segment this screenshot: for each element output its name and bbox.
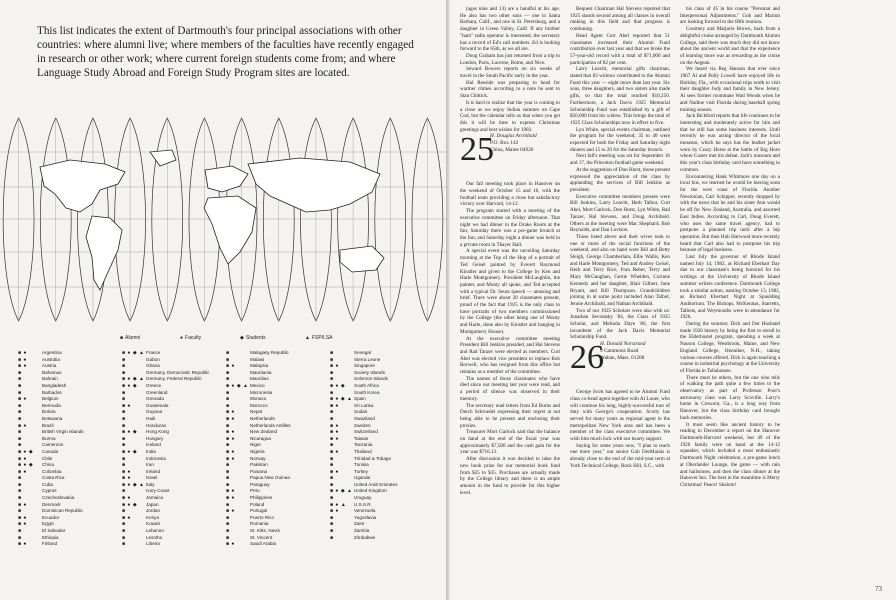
country-name: Trinidad & Tobago	[354, 455, 392, 461]
association-marks: ■ ● ◆	[18, 448, 34, 455]
country-name: Malaysia	[250, 363, 269, 369]
association-marks: ■	[226, 534, 230, 541]
right-page	[450, 0, 896, 600]
association-marks: ■	[226, 521, 230, 528]
country-name: Colombia	[42, 468, 62, 474]
association-marks: ■ ●	[122, 475, 131, 482]
association-marks: ■ ●	[226, 429, 235, 436]
paragraph: Courtney and Marjorie Brown, back from a delightful cruise arranged by Dartmouth Alumni College, said there was much they did not know about the ancient world and that the experience of learning more was as rewarding as the cruise on the Aegean.	[680, 26, 780, 66]
association-marks: ■ ●	[330, 448, 339, 455]
association-marks: ■ ● ◆ ▲	[330, 488, 353, 495]
country-name: Solomon Islands	[354, 376, 388, 382]
country-name: Australia	[42, 356, 60, 362]
association-marks: ■	[122, 528, 126, 535]
association-marks: ■	[18, 495, 22, 502]
association-marks: ■ ●	[226, 495, 235, 502]
map-landmasses	[40, 150, 384, 290]
association-marks: ■	[122, 356, 126, 363]
association-marks: ■	[18, 369, 22, 376]
country-name: Peru	[250, 488, 260, 494]
country-name: Nicaragua	[250, 435, 271, 441]
paragraph: Seward Bowers reports on six weeks of travel in the South Pacific early in the year.	[460, 66, 560, 80]
country-name: Spain	[354, 396, 366, 402]
country-name: El Salvador	[42, 528, 66, 534]
country-name: Hungary	[146, 435, 164, 441]
association-marks: ■ ●	[330, 363, 339, 370]
association-marks: ■	[122, 396, 126, 403]
association-marks: ■	[122, 435, 126, 442]
association-marks: ■	[330, 462, 334, 469]
association-marks: ■ ● ◆ ▲	[330, 396, 353, 403]
country-name: Indonesia	[146, 455, 166, 461]
country-name: Poland	[250, 501, 265, 507]
association-marks: ■	[18, 481, 22, 488]
association-marks: ■ ●	[18, 521, 27, 528]
country-name: Dominican Republic	[42, 508, 83, 514]
paragraph: (ages nine and 13) are a handful at his age. He also has two other sons — one in Santa Barbara, Calif., and one in St. Petersburg, and a daughter in Green Valley, Calif. If any brother "ham" radio operator is interested, the secretary has a record of Ed's call numbers. Ed is looking forward to the 65th, as we all are.	[460, 6, 560, 53]
paragraph: The secretary read letters from Ed Burns and Dutch Schroedel expressing their regret at not being able to be present and enclosing their proxies.	[460, 402, 560, 429]
association-marks: ■ ●	[18, 350, 27, 356]
association-marks: ■	[18, 435, 22, 442]
landmass	[248, 158, 380, 212]
association-marks: ■ ●	[330, 422, 339, 429]
country-name: Lebanon	[146, 528, 164, 534]
paragraph: Last July the governor of Rhode Island named July 14, 1982, as Richard Eberhart Day due to our classmate's being honored for his writings at the University of Rhode Island summer writers conference. Dartmouth College took a similar action, naming October 13, 1982, as Richard Eberhart Night at Spaulding Auditorium. The Bishops, McKennas, Starretts, Talbots, and Weymouths were in attendance for 1926.	[680, 254, 780, 321]
paragraph: At the suggestion of Don Hurst, those present expressed the appreciation of the class by applauding the services of Bill Jenkins as president.	[570, 166, 670, 193]
association-marks: ■	[226, 356, 230, 363]
country-name: Honduras	[146, 422, 166, 428]
country-name: Malagasy Republic	[250, 350, 289, 355]
association-marks: ■ ● ◆ ▲	[226, 382, 249, 389]
association-marks: ■ ●	[226, 409, 235, 416]
paragraph: The names of those classmates who have died since our meeting last year were read, and a period of silence was observed in their memory.	[460, 375, 560, 402]
country-name: Denmark	[42, 501, 61, 507]
association-marks: ■ ●	[226, 455, 235, 462]
association-marks: ■	[330, 415, 334, 422]
country-name: Singapore	[354, 363, 375, 369]
association-marks: ■	[330, 521, 334, 528]
country-name: Kuwait	[146, 521, 160, 527]
country-name: Bolivia	[42, 409, 56, 415]
country-name: Mexico	[250, 382, 265, 388]
association-marks: ■	[226, 462, 230, 469]
country-name: New Zealand	[250, 429, 278, 435]
country-name: Cuba	[42, 481, 53, 487]
country-name: Mauritania	[250, 369, 272, 375]
association-marks: ■	[18, 389, 22, 396]
country-name: United Arab Emirates	[354, 481, 398, 487]
landmass	[86, 216, 122, 290]
association-marks: ■	[330, 534, 334, 541]
association-marks: ■	[226, 396, 230, 403]
map-legend	[120, 332, 440, 346]
country-name: Uruguay	[354, 495, 372, 501]
country-name: Chile	[42, 455, 53, 461]
paragraph: After discussion it was decided to raise the new book prize for our memorial book fund from $25 to $35. Purchases are actually made by the College library and there is an ample amount in the fund to provide for this higher level.	[460, 456, 560, 496]
country-name: Netherlands Antilles	[250, 422, 291, 428]
association-marks: ■	[18, 508, 22, 515]
association-marks: ■	[122, 363, 126, 370]
association-marks: ■ ●	[122, 468, 131, 475]
text-column-1	[460, 6, 560, 496]
association-marks: ■ ●	[18, 422, 27, 429]
country-name: Japan	[146, 501, 159, 507]
association-marks: ■	[226, 369, 230, 376]
country-name: Ivory Coast	[146, 488, 170, 494]
association-marks: ■	[330, 455, 334, 462]
country-name: China	[42, 462, 55, 468]
association-marks: ■	[18, 488, 22, 495]
country-name: Haiti	[146, 415, 156, 421]
association-marks: ■	[18, 528, 22, 535]
country-name: Sierra Leone	[354, 356, 381, 362]
country-name: Senegal	[354, 350, 371, 355]
association-marks: ■	[330, 356, 334, 363]
country-name: Pakistan	[250, 462, 268, 468]
country-name: Sweden	[354, 422, 371, 428]
intro-paragraph: This list indicates the extent of Dartmouth's four principal associations with other countries: where alumni live; where members of the faculties have recently engaged in research or other work; where current foreign students come from; and where Language Study Abroad and Foreign Study Program sites are located.	[37, 25, 414, 79]
country-name: Rumania	[250, 521, 269, 527]
association-marks: ■ ●	[226, 541, 235, 548]
paragraph: Treasurer Mort Garlock said that the balance on hand at the end of the fiscal year was approximately $7,500 and the cash gain for the year was $716.13.	[460, 429, 560, 456]
country-name: Papua New Guinea	[250, 475, 290, 481]
country-name: Burma	[42, 435, 56, 441]
association-marks: ■ ●	[330, 429, 339, 436]
class-secretary-address: H. Donald Norstrand 9 Gammons Road Waban, Mass. 01268	[600, 341, 646, 361]
paragraph: Two of our 1925 Scholars were also with us: Jonathan Sevransky '84, the Class of 1925 Scholar, and Melinda Daye '86, the first incumbent of the Jack Davis Memorial Scholarship Fund.	[570, 307, 670, 341]
association-marks: ■ ●	[226, 488, 235, 495]
paragraph: George Scott has agreed to be Alumni Fund class co-head agent together with Al Louer, who will continue his long, highly-successful tour of duty with George's cooperation. Scotty has served for many years as regional agent in the metropolitan New York area and has been a member of the class executive committee. We wish him much luck with our hearty support.	[570, 389, 670, 443]
country-name: Cyprus	[42, 488, 57, 494]
country-name: St. Vincent	[250, 534, 273, 540]
paragraph: During the summer, Dick and Dot Husband made 1926 history by being the first to enroll in the Elderhostel program, spending a week at Nasson College, Westbrook, Maine, and New England College, Henniker, N.H., taking various courses offered. Dick is again teaching a course in industrial psychology at the University of Florida in Tallahassee.	[680, 321, 780, 374]
paragraph: Next fall's meeting was set for September 16 and 17, the Princeton football game weekend.	[570, 153, 670, 167]
association-marks: ■	[330, 409, 334, 416]
association-marks: ■ ●	[226, 435, 235, 442]
association-marks: ■	[122, 389, 126, 396]
association-marks: ■ ●	[226, 448, 235, 455]
association-marks: ■	[226, 481, 230, 488]
paragraph: At the executive committee meeting President Bill Jenkins presided, and Hal Stevens and Rad Tanzer were elected as members. Curt Abel was elected vice president to replace Bob Borwell, who has resigned from this office but remains as a member of the committee.	[460, 335, 560, 376]
association-marks: ■	[226, 402, 230, 409]
country-name: Iceland	[146, 442, 161, 448]
association-marks: ■	[330, 389, 334, 396]
association-marks: ■ ●	[122, 402, 131, 409]
paragraph: Lyn White, special events chairman, outlined the program for the weekend; 35 to 40 were expected for both the Friday and Saturday night dinners and 15 to 20 for the Saturday brunch.	[570, 126, 670, 153]
country-name: Ecuador	[42, 514, 60, 520]
country-name: Italy	[146, 481, 155, 487]
association-marks: ■ ● ◆	[122, 429, 138, 436]
country-name: Uganda	[354, 475, 371, 481]
association-marks: ■ ●	[18, 514, 27, 521]
country-name: Sudan	[354, 409, 368, 415]
text-column-2	[570, 6, 670, 470]
class-year-number: 25	[460, 131, 494, 169]
country-name: Gabon	[146, 356, 160, 362]
association-marks: ■ ● ◆	[122, 382, 138, 389]
association-marks: ■ ● ◆ ▲	[122, 376, 145, 383]
country-name: Ireland	[146, 468, 161, 474]
association-marks: ■	[122, 409, 126, 416]
country-name: Hong Kong	[146, 429, 169, 435]
association-marks: ■	[330, 495, 334, 502]
paragraph: Larry Leavitt, memorial gifts chairman, stated that 83 widows contributed to the Alumni Fund this year — eight more than last year. Six sons, three daughters, and two sisters also made gifts, so that the total reached $10,250. Furthermore, a Jack Davis 1925 Memorial Scholarship Fund was established by a gift of $50,000 from his widow. This brings the total of 1925 Class Scholarships now in effect to five.	[570, 66, 670, 126]
country-name: Kenya	[146, 514, 160, 520]
country-name: Brazil	[42, 422, 54, 428]
country-name: South Africa	[354, 382, 379, 388]
association-marks: ■	[18, 442, 22, 449]
country-name: Puerto Rico	[250, 514, 275, 520]
country-name: Zambia	[354, 528, 370, 534]
association-marks: ■ ●	[330, 435, 339, 442]
country-name: Mauritius	[250, 376, 269, 382]
association-marks: ■	[122, 422, 126, 429]
paragraph: Those listed above and their wives took in one or more of the social functions of the weekend, and also on hand were Bill and Betty Sleigh, George Chamberlain, Ellie Wallis, Ken and Harle Montgomery, Ted and Audrey Geisel, Herb and Terry Rice, Fran Reber, Terry and Mary McGaughan, Gertie Whelden, Corinne Kennedy and her daughter, Blair Gilbert, June Bryant, and Bill Thompson. Grandchildren joining in at some point included Alan Talbot, Jennie Archibald, and Nathan Archibald.	[570, 233, 670, 307]
country-name: Monaco	[250, 396, 267, 402]
country-name: Tanzania	[354, 442, 373, 448]
association-marks: ■	[226, 422, 230, 429]
association-marks: ■	[330, 528, 334, 535]
country-name: Egypt	[42, 521, 54, 527]
country-name: Bahamas	[42, 369, 62, 375]
class-year-number: 26	[570, 339, 604, 377]
country-name: Bahrain	[42, 376, 58, 382]
association-marks: ■ ● ◆ ▲	[122, 481, 145, 488]
country-name: Paraguay	[250, 481, 270, 487]
country-name: Yugoslavia	[354, 514, 377, 520]
paragraph: Our fall meeting took place in Hanover on the weekend of October 15 and 16, with the football team providing a close but satisfactory victory over Harvard, 14-12.	[460, 181, 560, 208]
country-name: Liberia	[146, 541, 160, 547]
class-1925-heading	[460, 133, 560, 177]
legend-alumni: ■ Alumni	[120, 335, 141, 341]
paragraph: It is hard to realize that the year is coming to a close as we enjoy Indian summer on Cape Cod, but the calendar tells us that when you get this it will be time to express Christmas greetings and best wishes for 1983.	[460, 99, 560, 133]
association-marks: ■	[330, 350, 334, 356]
country-name: France	[146, 350, 161, 355]
association-marks: ■	[330, 369, 334, 376]
country-name: British Virgin Islands	[42, 429, 84, 435]
association-marks: ■ ●	[330, 402, 339, 409]
association-marks: ■	[122, 415, 126, 422]
country-name: Switzerland	[354, 429, 378, 435]
country-name: Norway	[250, 455, 266, 461]
country-name: Panama	[250, 468, 268, 474]
association-marks: ■ ●	[330, 468, 339, 475]
association-marks: ■	[226, 442, 230, 449]
class-secretary-address: H. Douglas Archibald P.O. Box 142 China, Maine 04926	[490, 133, 537, 153]
association-marks: ■ ● ◆	[330, 382, 346, 389]
association-marks: ■ ●	[226, 363, 235, 370]
country-name: Greece	[146, 382, 162, 388]
world-map	[0, 112, 446, 327]
association-marks: ■	[18, 402, 22, 409]
paragraph: Executive committee members present were Bill Jenkins, Larry Leavitt, Herb Talbot, Curt Abel, Mort Garlock, Don Hurst, Lyn White, Rad Tanzer, Hal Stevens, and Doug Archibald. Others at the meeting were Mac Shephard, Bob Reynolds, and Dan Lovison.	[570, 193, 670, 234]
country-name: Guyana	[146, 409, 163, 415]
country-name: Lesotho	[146, 534, 163, 540]
association-marks: ■	[226, 514, 230, 521]
country-name: Thailand	[354, 448, 372, 454]
association-marks: ■ ●	[18, 363, 27, 370]
country-name: Bermuda	[42, 402, 61, 408]
country-name: Belgium	[42, 396, 59, 402]
association-marks: ■	[122, 488, 126, 495]
association-marks: ■	[18, 415, 22, 422]
country-name: Sri Lanka	[354, 402, 374, 408]
country-name: Grenada	[146, 396, 164, 402]
country-name: Malawi	[250, 356, 265, 362]
country-name: Bangladesh	[42, 382, 67, 388]
country-name: U.S.S.R.	[354, 501, 372, 507]
class-1926-heading	[570, 341, 670, 385]
association-marks: ■	[226, 501, 230, 508]
association-marks: ■ ●	[226, 415, 235, 422]
association-marks: ■	[18, 534, 22, 541]
country-name: St. Kitts, Nevis	[250, 528, 280, 534]
country-name: Morocco	[250, 402, 268, 408]
association-marks: ■ ●	[18, 455, 27, 462]
country-name: Nigeria	[250, 448, 265, 454]
paragraph: Head Agent Curt Abel reported that 51 classmates increased their Alumni Fund contribution over last year and that we broke the 57-year-old record with a total of $71,000 and participation of 82 per cent.	[570, 32, 670, 66]
country-name: Nepal	[250, 409, 263, 415]
country-name: Barbados	[42, 389, 62, 395]
country-name: Austria	[42, 363, 57, 369]
landmass	[204, 196, 256, 264]
association-marks: ■ ●	[18, 468, 27, 475]
paragraph: There must be others, but the one who tells of walking the path quite a few times to the observatory as part of Professor Poor's astronomy class was Larry Scoville. Larry's home in Crescent, Ga., is a long way from Hanover, but the class birthday card brought back memories.	[680, 374, 780, 421]
association-marks: ■ ● ◆ ▲	[122, 350, 145, 356]
country-name: Zimbabwe	[354, 534, 376, 540]
association-marks: ■	[330, 481, 334, 488]
association-marks: ■	[226, 528, 230, 535]
country-name: Costa Rica	[42, 475, 65, 481]
country-name: Botswana	[42, 415, 63, 421]
paragraph: Hal Reeside was preparing to head for warmer climes according to a note he sent to Stan Chittick.	[460, 79, 560, 100]
country-name: Finland	[42, 541, 58, 547]
country-name: Portugal	[250, 508, 268, 514]
paragraph: We heard via Reg Hanson that ever since 1967 Al and Polly Lowell have enjoyed life in Holiday, Fla., with occasional trips north to visit their daughter Judy and family in New Jersey. Al sees former roommate Wad Woods when he and Nadine visit Florida during baseball spring training season.	[680, 66, 780, 113]
association-marks: ■	[330, 376, 334, 383]
association-marks: ■	[18, 429, 22, 436]
landmass	[340, 246, 384, 272]
association-marks: ■ ● ◆	[122, 501, 138, 508]
association-marks: ■ ●	[122, 514, 131, 521]
country-name: Ethiopia	[42, 534, 59, 540]
country-name: Taiwan	[354, 435, 369, 441]
association-marks: ■	[18, 409, 22, 416]
country-name: Ghana	[146, 363, 160, 369]
country-name: Cameroon	[42, 442, 64, 448]
association-marks: ■ ●	[226, 508, 235, 515]
country-name: Tunisia	[354, 462, 369, 468]
association-marks: ■ ●	[18, 501, 27, 508]
paragraph: Encountering Hank Whitmore one day on a local bus, we learned he would be leaving soon for the west coast of Florida. Another Newtonian, Carl Schipper, recently dropped by with the news that he and his sister Ann would be off for New Zealand, Australia, and assorted East Indies. According to Carl, Doug Everett, who uses the same travel agency, had to postpone a planned trip until after a hip operation. But then Hub Harwood more recently heard that Carl also had to postpone his trip because of legal business.	[680, 173, 780, 254]
country-name: Netherlands	[250, 415, 275, 421]
country-name: Germany, Democratic Republic	[146, 369, 210, 375]
country-name: Swaziland	[354, 415, 375, 421]
paragraph: The program started with a meeting of the executive committee on Friday afternoon. That night we had dinner in the Drake Room at the Inn; Saturday there was a pre-game brunch at the Inn; and Saturday night a dinner was held in a private room in Thayer Hall.	[460, 208, 560, 248]
paragraph: Jack Bickford reports that life continues to be interesting and moderately active for him and that he still has some business interests. Until recently he was acting director of the local museum, which he says has the leather jacket worn by Crazy Horse at the battle of Big Horn where Custer met his defeat. Jack's museum and this year's class birthday card have something in common.	[680, 113, 780, 173]
association-marks: ■	[122, 508, 126, 515]
country-name: Guatemala	[146, 402, 169, 408]
country-name: Canada	[42, 448, 59, 454]
association-marks: ■	[330, 475, 334, 482]
association-marks: ■	[18, 475, 22, 482]
left-page	[0, 0, 446, 600]
association-marks: ■ ●	[122, 495, 131, 502]
association-marks: ■	[226, 389, 230, 396]
country-name: Philippines	[250, 495, 273, 501]
association-marks: ■	[122, 534, 126, 541]
association-marks: ■ ● ◆	[122, 448, 138, 455]
association-marks: ■ ● ◆	[18, 462, 34, 469]
legend-fsp-lsa: ▲ FSP/LSA	[305, 335, 333, 341]
country-name: Society Islands	[354, 369, 385, 375]
association-marks: ■	[330, 514, 334, 521]
paragraph: his class of 45 in his course "Personal and Interpersonal Adjustments." Gob and Marion are looking forward to the 60th reunion.	[680, 6, 780, 26]
association-marks: ■	[330, 442, 334, 449]
page-number: 73	[875, 585, 882, 593]
association-marks: ■	[122, 442, 126, 449]
country-name: Venezuela	[354, 508, 376, 514]
paragraph: Bequest Chairman Hal Stevens reported that 1925 stands second among all classes in overall ranking in this field and that progress is continuing.	[570, 6, 670, 33]
country-name: Turkey	[354, 468, 368, 474]
country-name: India	[146, 448, 156, 454]
association-marks: ■	[18, 376, 22, 383]
paragraph: It must seem like ancient history to be reading in December a report on the Hanover Dartmouth-Harvard weekend, but 49 of the 1926 family were on hand at the 14-12 squeaker, which included a most enthusiastic Dartmouth Night celebration, a pre-game lunch at Oberlander Lounge, the game — with rain and hailstones, and then the class dinner at the Hanover Inn. The best in the meantime is Merry Christmas! Peace! Shalom!	[680, 421, 780, 488]
landmass	[150, 150, 176, 166]
country-name: Czechoslovakia	[42, 495, 75, 501]
country-name: Zaire	[354, 521, 365, 527]
country-name: Jordan	[146, 508, 161, 514]
country-name: Jamaica	[146, 495, 164, 501]
country-name: Greenland	[146, 389, 168, 395]
association-marks: ■	[226, 376, 230, 383]
country-name: Iran	[146, 462, 154, 468]
landmass	[40, 160, 125, 212]
legend-students: ◆ Students	[240, 335, 266, 341]
text-column-3	[680, 6, 780, 489]
paragraph: Doug Graham has just returned from a trip to London, Paris, Lucerne, Rome, and Nice.	[460, 52, 560, 66]
country-name: Saudi Arabia	[250, 541, 277, 547]
association-marks: ■	[18, 382, 22, 389]
association-marks: ■	[226, 350, 230, 356]
country-name: United Kingdom	[354, 488, 387, 494]
paragraph: A special event was the unveiling Saturday morning at the Top of the Hop of a portrait of Ted Geisel painted by Everett Raymond Kinstler and given to the College by Ken and Harle Montgomery. President McLaughlin, the painter, and Monty all spoke, and Ted accepted with a typical Dr. Seuss speech — amusing and brief. There were about 20 classmates present, proud of the fact that 1925 is the only class to have portraits of two members commissioned by the College (the other being one of Monty and Harle, done also by Kinstler and hanging in Montgomery House).	[460, 248, 560, 335]
country-name: Germany, Federal Republic	[146, 376, 202, 382]
country-name: South Korea	[354, 389, 380, 395]
association-marks: ■	[122, 462, 126, 469]
association-marks: ■	[226, 468, 230, 475]
association-marks: ■ ●	[18, 356, 27, 363]
association-marks: ■	[122, 369, 126, 376]
association-marks: ■	[226, 475, 230, 482]
association-marks: ■ ● ▲	[330, 501, 347, 508]
country-name: Israel	[146, 475, 158, 481]
country-name: Niger	[250, 442, 261, 448]
association-marks: ■	[122, 455, 126, 462]
country-name: Micronesia	[250, 389, 273, 395]
association-marks: ■	[122, 521, 126, 528]
association-marks: ■	[122, 541, 126, 548]
association-marks: ■ ●	[330, 508, 339, 515]
association-marks: ■ ●	[18, 541, 27, 548]
country-name: Argentina	[42, 350, 62, 355]
association-marks: ■ ●	[18, 396, 27, 403]
legend-faculty: ● Faculty	[180, 335, 202, 341]
paragraph: Saying for some years now, "I plan to teach one more year," our senior Gob DesMarais is already close to the end of the mid-year term at York Technical College, Rock Hill, S.C., with	[570, 442, 670, 469]
